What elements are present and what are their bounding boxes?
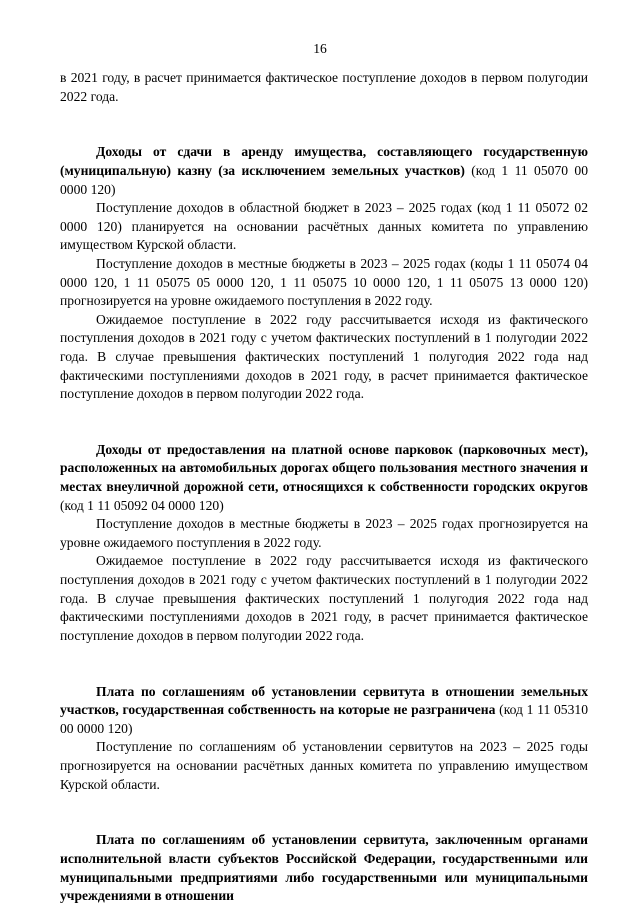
section-code-rent: (код 1 11 05070 00 0000 120) [60,162,589,197]
page-content [60,69,588,906]
section-heading-servitude [60,683,588,739]
section-heading-parking [60,441,588,515]
section-title-rent: Доходы от сдачи в аренду имущества, составляющего государственную (муниципальную) казну (за исключением земельных участков) [60,144,588,178]
section-title-parking: Доходы от предоставления на платной основе парковок (парковочных мест), расположенных на автомобильных дорогах общего пользования местного значения и местах внеуличной дорожной сети, относящихся к собственности городских округов [60,441,588,495]
paragraph: Поступление доходов в областной бюджет в 2023 – 2025 годах (код 1 11 05072 02 0000 120) планируется на основании расчётных данных комитета по управлению имуществом Курской области. [60,200,588,253]
paragraph-continuation: в 2021 году, в расчет принимается фактическое поступление доходов в первом полугодии 2022 года. [60,70,588,104]
paragraph: Поступление доходов в местные бюджеты в 2023 – 2025 годах (коды 1 11 05074 04 0000 120, 1 11 05075 05 0000 120, 1 11 05075 10 0000 120, 1 11 05075 13 0000 120) прогнозируется на уровне ожидаемого поступления в 2022 году. [60,255,588,309]
paragraph: Поступление по соглашениям об установлении сервитутов на 2023 – 2025 годы прогнозируется на основании расчётных данных комитета по управлению имуществом Курской области. [60,739,588,792]
section-heading-servitude-agreements: Плата по соглашениям об установлении сервитута, заключенным органами исполнительной власти субъектов Российской Федерации, государственными или муниципальными предприятиями либо государственными или муниципальными учреждениями в отношении [60,832,588,904]
section-title-servitude: Плата по соглашениям об установлении сервитута в отношении земельных участков, государственная собственность на которые не разграничена [60,683,588,718]
paragraph: Ожидаемое поступление в 2022 году рассчитывается исходя из фактического поступления доходов в 2021 году с учетом фактических поступлений в 1 полугодии 2022 года. В случае превышения фактических поступлений 1 полугодия 2022 года над фактическими поступлениями доходов в 2021 году, в расчет принимается фактическое поступление доходов в первом полугодии 2022 года. [60,311,588,402]
page-number: 16 [313,41,327,56]
section-code-parking: (код 1 11 05092 04 0000 120) [60,497,224,513]
paragraph: Поступление доходов в местные бюджеты в 2023 – 2025 годах прогнозируется на уровне ожидаемого поступления в 2022 году. [60,516,588,550]
section-heading-rent [60,143,588,199]
section-code-servitude: (код 1 11 05310 00 0000 120) [60,702,588,736]
paragraph: Ожидаемое поступление в 2022 году рассчитывается исходя из фактического поступления доходов в 2021 году с учетом фактических поступлений в 1 полугодии 2022 года. В случае превышения фактических поступлений 1 полугодия 2022 года над фактическими поступлениями доходов в 2021 году, в расчет принимается фактическое поступление доходов в первом полугодии 2022 года. [60,553,588,643]
